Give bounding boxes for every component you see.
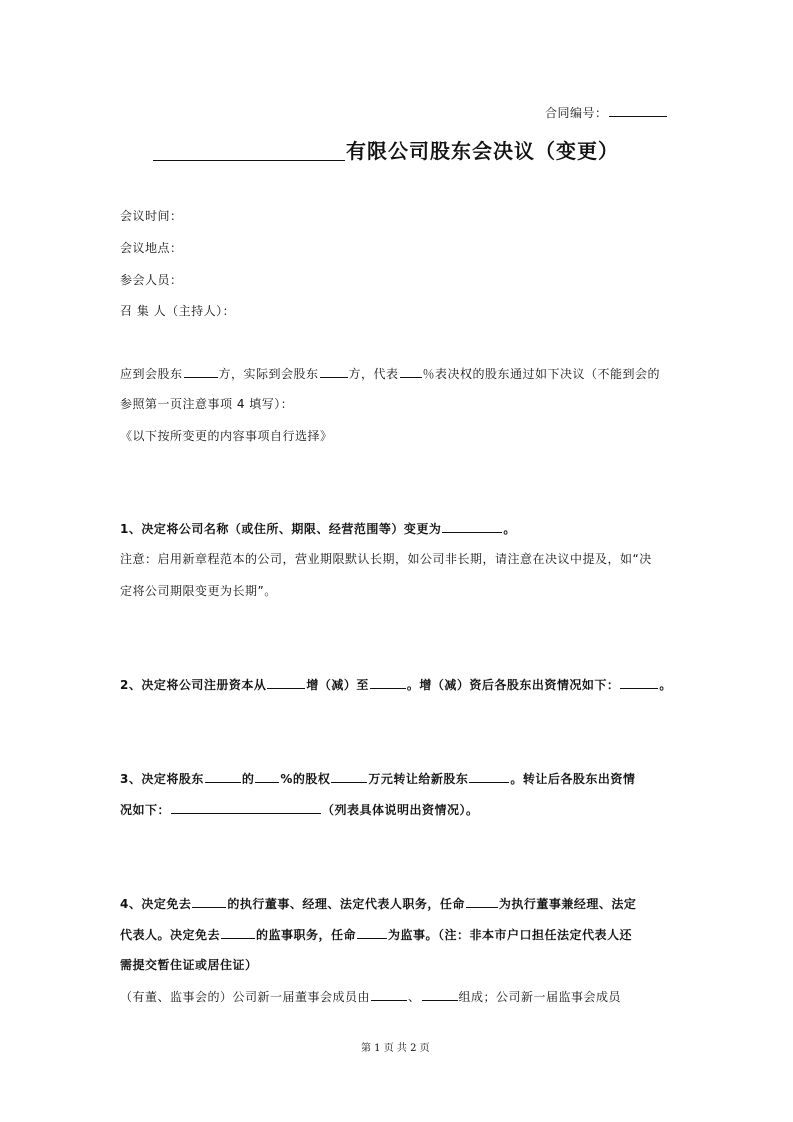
intro-text: 方，代表 (348, 367, 399, 381)
item-text: 为执行董事兼经理、法定 (498, 897, 637, 911)
meeting-attendees: 参会人员： (120, 273, 183, 287)
meeting-place: 会议地点： (120, 241, 183, 255)
item-2 (120, 676, 672, 693)
intro-line-3: 《以下按所变更的内容事项自行选择》 (120, 429, 333, 443)
blank[interactable] (221, 926, 255, 939)
item-1-note-line-1: 注意：启用新章程范本的公司，营业期限默认长期，如公司非长期，请注意在决议中提及，如“决 (120, 552, 652, 566)
page-footer: 第 1 页 共 2 页 (361, 1043, 430, 1054)
item-text: 1、决定将公司名称（或住所、期限、经营范围等）变更为 (120, 522, 442, 536)
item-text: 。 (659, 678, 672, 692)
item-text: 4、决定免去 (120, 897, 192, 911)
item-text: （有董、监事会的）公司新一届董事会成员由 (120, 990, 371, 1004)
intro-line-1 (120, 365, 660, 382)
contract-number-blank[interactable] (609, 104, 667, 117)
item-text: 况如下： (120, 803, 171, 817)
blank[interactable] (442, 520, 502, 533)
item-text: 万元转让给新股东 (368, 772, 469, 786)
item-text: 2、决定将公司注册资本从 (120, 678, 267, 692)
company-name-blank[interactable] (153, 138, 345, 161)
item-1-note-line-2: 定将公司期限变更为长期”。 (120, 584, 277, 598)
item-3-line-2 (120, 801, 479, 818)
item-text: 3、决定将股东 (120, 772, 204, 786)
item-text: 增（减）至 (306, 678, 369, 692)
blank[interactable] (320, 365, 348, 378)
blank[interactable] (422, 988, 458, 1001)
blank[interactable] (255, 770, 279, 783)
item-text: %的股权 (280, 772, 331, 786)
blank[interactable] (331, 770, 367, 783)
item-text: 为监事。（注：非本市户口担任法定代表人还 (388, 928, 633, 942)
contract-number-label: 合同编号： (545, 106, 608, 120)
item-4-line-3: 需提交暂住证或居住证） (120, 958, 258, 972)
intro-text: 应到会股东 (120, 367, 183, 381)
item-text: 。增（减）资后各股东出资情况如下： (406, 678, 620, 692)
item-text: 、 (408, 990, 421, 1004)
title-text: 有限公司股东会决议（变更） (346, 139, 619, 163)
item-text: 。 (503, 522, 516, 536)
blank[interactable] (357, 926, 387, 939)
document-title (152, 135, 619, 164)
item-text: （列表具体说明出资情况）。 (322, 803, 479, 817)
blank[interactable] (371, 988, 407, 1001)
item-text: 的执行董事、经理、法定代表人职务，任命 (227, 897, 465, 911)
item-4-line-1 (120, 895, 636, 912)
item-4-line-4 (120, 988, 621, 1005)
meeting-time: 会议时间： (120, 209, 183, 223)
item-text: 组成；公司新一届监事会成员 (458, 990, 622, 1004)
meeting-convener: 召 集 人（主持人）： (120, 304, 236, 318)
item-3-line-1 (120, 770, 635, 787)
item-text: 的监事职务，任命 (256, 928, 357, 942)
blank[interactable] (370, 676, 406, 689)
intro-line-2: 参照第一页注意事项 4 填写）： (120, 397, 294, 411)
item-text: 代表人。决定免去 (120, 928, 221, 942)
blank[interactable] (205, 770, 241, 783)
blank[interactable] (466, 895, 498, 908)
blank[interactable] (184, 365, 218, 378)
item-4-line-2 (120, 926, 632, 943)
intro-text: 方，实际到会股东 (218, 367, 319, 381)
contract-number (545, 104, 668, 121)
blank[interactable] (469, 770, 509, 783)
blank[interactable] (267, 676, 305, 689)
item-1 (120, 520, 516, 537)
blank[interactable] (192, 895, 226, 908)
item-text: 。转让后各股东出资情 (510, 772, 636, 786)
item-text: 的 (241, 772, 255, 786)
blank[interactable] (400, 365, 422, 378)
blank[interactable] (620, 676, 658, 689)
blank[interactable] (171, 801, 321, 814)
intro-text: ％表决权的股东通过如下决议（不能到会的 (422, 367, 661, 381)
